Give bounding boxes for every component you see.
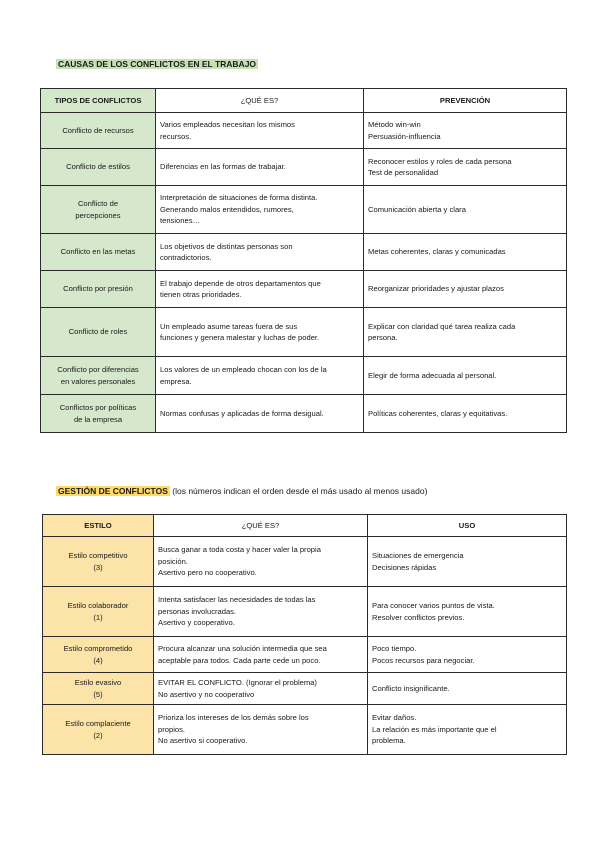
conflict-description [156,357,364,395]
style-rank: (1) [93,612,103,622]
style-label: Estilo competitivo [68,551,128,560]
cell-line: Diferencias en las formas de trabajar. [160,162,286,172]
cell-line: Asertivo pero no cooperativo. [158,568,257,578]
cell-line: Generando malos entendidos, rumores, [160,204,294,214]
style-usage [368,705,567,755]
cell-line: Reorganizar prioridades y ajustar plazos [368,284,504,294]
cell-line: No asertivo y no cooperativo [158,689,255,699]
cell-line: Un empleado asume tareas fuera de sus [160,321,298,331]
header-que-es: ¿QUÉ ES? [156,89,364,113]
header-uso: USO [368,515,567,537]
cell-line: Explicar con claridad qué tarea realiza cada [368,321,516,331]
cell-line: percepciones [75,210,121,220]
cell-line: contradictorios. [160,253,212,262]
cell-line: El trabajo depende de otros departamentos que [160,278,321,288]
cell-line: Procura alcanzar una solución intermedia que sea [158,644,327,653]
conflict-description [156,395,364,433]
conflict-prevention [364,149,567,186]
conflict-type: Conflicto de estilos [41,149,156,186]
header-que-es-2: ¿QUÉ ES? [154,515,368,537]
section2-title: GESTIÓN DE CONFLICTOS (los números indican el orden desde el más usado al menos usado) [58,486,428,496]
style-name [43,705,154,755]
style-name [43,537,154,587]
style-label: Estilo colaborador [67,601,129,610]
style-rank: (4) [93,655,103,665]
cell-line: posición. [158,556,188,566]
conflict-description [156,308,364,357]
conflict-prevention [364,271,567,308]
management-header-row [43,515,567,537]
cell-line: Persuasión-influencia [368,131,441,141]
cell-line: Conflicto por diferencias [57,365,139,374]
cell-line: Poco tiempo. [372,644,417,653]
style-rank: (3) [93,562,103,572]
style-description [154,537,368,587]
style-description [154,705,368,755]
cell-line: Interpretación de situaciones de forma distinta. [160,193,318,203]
cell-line: funciones y genera malestar y luchas de poder. [160,333,320,342]
cell-line: recursos. [160,131,192,141]
table-row [43,537,567,587]
header-estilo: ESTILO [43,515,154,537]
table-row [41,149,567,186]
cell-line: Políticas coherentes, claras y equitativas. [368,408,508,418]
cell-line: Resolver conflictos previos. [372,612,465,622]
table-row [41,357,567,395]
section1-title: CAUSAS DE LOS CONFLICTOS EN EL TRABAJO [58,59,257,69]
style-label: Estilo complaciente [65,719,131,728]
style-usage [368,537,567,587]
cell-line: propios. [158,724,186,734]
conflict-prevention [364,186,567,234]
cell-line: tienen otras prioridades. [160,290,242,299]
table-row [43,637,567,673]
table-row [41,186,567,234]
style-rank: (2) [93,730,103,740]
conflict-type [41,357,156,395]
cell-line: Comunicación abierta y clara [368,204,466,214]
style-usage [368,673,567,705]
cell-line: empresa. [160,376,192,386]
cell-line: Para conocer varios puntos de vista. [372,601,495,610]
cell-line: persona. [368,333,398,342]
conflict-prevention [364,357,567,395]
conflict-type: Conflicto de roles [41,308,156,357]
cell-line: EVITAR EL CONFLICTO. (Ignorar el problema) [158,678,317,687]
conflict-type [41,186,156,234]
conflict-description [156,234,364,271]
style-label: Estilo comprometido [63,644,133,653]
management-table [42,514,567,755]
cell-line: Los valores de un empleado chocan con los de la [160,365,327,374]
conflict-type: Conflicto por presión [41,271,156,308]
style-usage [368,637,567,673]
cell-line: Evitar daños. [372,713,417,723]
header-tipos: TIPOS DE CONFLICTOS [41,89,156,113]
style-description [154,637,368,673]
cell-line: Los objetivos de distintas personas son [160,241,293,251]
cell-line: Reconocer estilos y roles de cada persona [368,156,512,166]
style-rank: (5) [93,689,103,699]
cell-line: Pocos recursos para negociar. [372,655,475,665]
conflict-type: Conflicto de recursos [41,113,156,149]
conflict-prevention [364,395,567,433]
style-description [154,673,368,705]
table-row [41,308,567,357]
cell-line: tensiones… [160,216,201,226]
table-row [41,395,567,433]
causes-table-body [41,113,567,433]
table-row [41,271,567,308]
style-description [154,587,368,637]
cell-line: Test de personalidad [368,168,439,177]
conflict-prevention [364,113,567,149]
style-label: Estilo evasivo [74,678,122,687]
cell-line: Normas confusas y aplicadas de forma desigual. [160,408,324,418]
cell-line: aceptable para todos. Cada parte cede un poco. [158,655,321,665]
conflict-type: Conflicto en las metas [41,234,156,271]
cell-line: personas involucradas. [158,606,237,616]
cell-line: Varios empleados necesitan los mismos [160,120,295,129]
cell-line: de la empresa [73,414,123,424]
style-name [43,587,154,637]
table-row [43,673,567,705]
conflict-prevention [364,234,567,271]
conflict-prevention [364,308,567,357]
cell-line: Conflictos por políticas [59,403,137,412]
cell-line: La relación es más importante que el [372,724,497,734]
cell-line: Elegir de forma adecuada al personal. [368,370,497,380]
cell-line: Conflicto insignificante. [372,683,450,693]
causes-table [40,88,567,433]
cell-line: No asertivo si cooperativo. [158,736,248,746]
header-prevencion: PREVENCIÓN [364,89,567,113]
causes-header-row [41,89,567,113]
conflict-type [41,395,156,433]
conflict-description [156,113,364,149]
table-row [41,234,567,271]
style-name [43,673,154,705]
cell-line: Decisiones rápidas [372,562,437,572]
table-row [41,113,567,149]
cell-line: en valores personales [60,376,136,386]
cell-line: Metas coherentes, claras y comunicadas [368,247,506,257]
conflict-description [156,271,364,308]
conflict-description [156,186,364,234]
table-row [43,587,567,637]
cell-line: problema. [372,736,406,746]
style-usage [368,587,567,637]
cell-line: Prioriza los intereses de los demás sobre los [158,713,309,723]
conflict-description [156,149,364,186]
section2-note: (los números indican el orden desde el más usado al menos usado) [172,486,428,496]
cell-line: Busca ganar a toda costa y hacer valer la propia [158,545,321,555]
cell-line: Conflicto de [77,199,119,208]
management-table-body [43,537,567,755]
style-name [43,637,154,673]
cell-line: Asertivo y cooperativo. [158,618,235,628]
cell-line: Método win-win [368,120,421,129]
table-row [43,705,567,755]
cell-line: Situaciones de emergencia [372,551,464,560]
cell-line: Intenta satisfacer las necesidades de todas las [158,595,316,605]
